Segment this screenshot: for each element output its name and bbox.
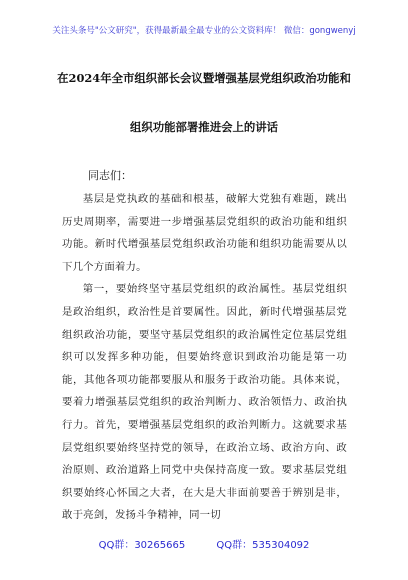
document-body bbox=[62, 188, 347, 527]
body-paragraph-2: 第一，要始终坚守基层党组织的政治属性。基层党组织是政治组织，政治性是首要属性。因此，新时代增强基层党组织政治功能，要坚守基层党组织的政治属性定位基层党组织可以发挥多种功能，但要始终意识到政治功能是第一功能，其他各项功能都要服从和服务于政治功能。具体来说，要着力增强基层党组织的政治判断力、政治领悟力、政治执行力。首先，要增强基层党组织的政治判断力。这就要求基层党组织要始终坚持党的领导，在政治立场、政治方向、政治原则、政治道路上同党中央保持高度一致。要求基层党组织要始终心怀国之大者，在大是大非面前要善于辨别是非，敢于亮剑，发扬斗争精神，同一切 bbox=[62, 283, 347, 522]
footer-qq-group-1: QQ群：30265665 bbox=[98, 540, 186, 551]
page-header-notice: 关注头条号"公文研究"，获得最新最全最专业的公文资料库！ 微信：gongwenyj bbox=[52, 26, 356, 36]
document-title-line-1: 在2024年全市组织部长会议暨增强基层党组织政治功能和 bbox=[57, 71, 351, 85]
salutation: 同志们： bbox=[88, 169, 132, 182]
footer-qq-group-2: QQ群：535304092 bbox=[216, 540, 310, 551]
body-paragraph-1: 基层是党执政的基础和根基，破解大党独有难题，跳出历史周期率，需要进一步增强基层党组织的政治功能和组织功能。新时代增强基层党组织政治功能和组织功能需要从以下几个方面着力。 bbox=[62, 193, 347, 273]
document-title-line-2: 组织功能部署推进会上的讲话 bbox=[129, 120, 279, 134]
page-footer bbox=[0, 536, 408, 551]
